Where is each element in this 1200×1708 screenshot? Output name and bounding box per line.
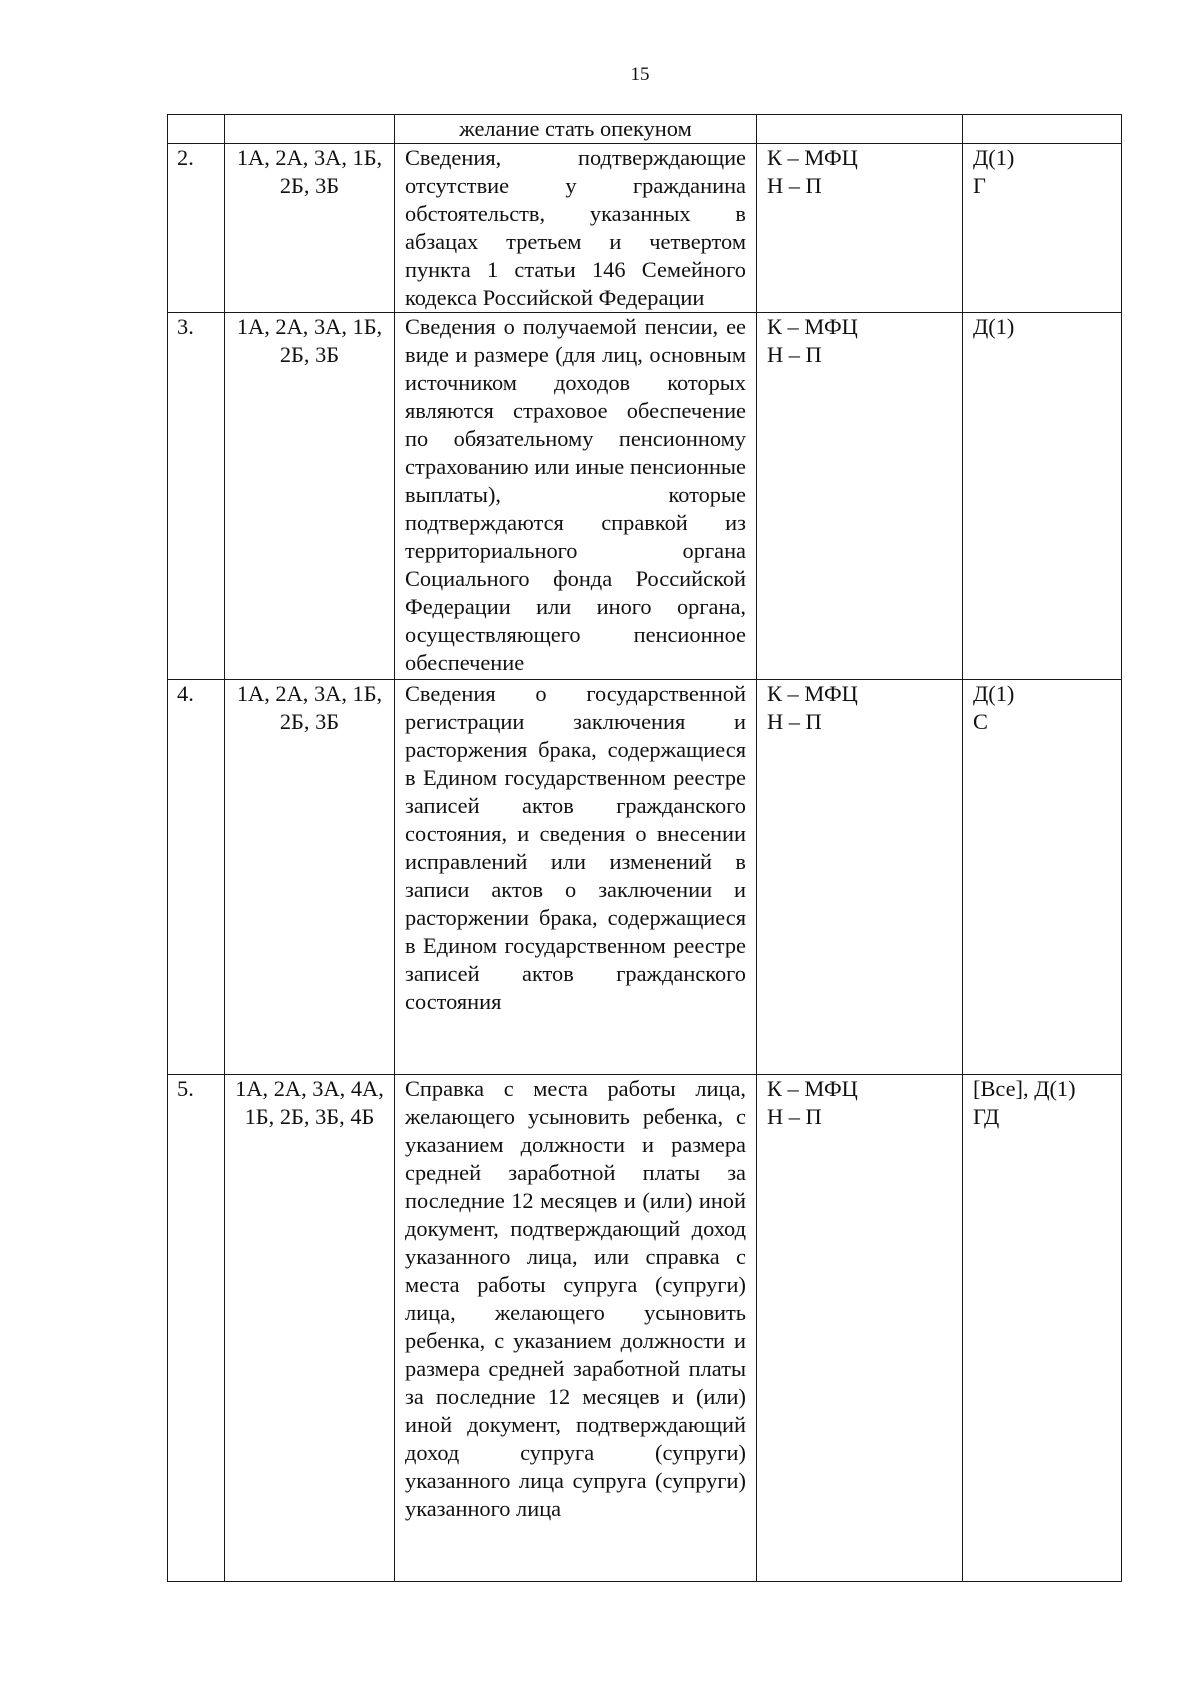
channels-cell [757, 144, 963, 313]
mark-line: Д(1) [973, 681, 1015, 706]
document-description: Сведения, подтверждающие отсутствие у гражданина обстоятельств, указанных в абзацах третьем и четвертом пункта 1 статьи 146 Семейного кодекса Российской Федерации [395, 144, 757, 313]
table-row [168, 115, 1122, 144]
document-description: желание стать опекуном [395, 115, 757, 144]
marks-cell [963, 144, 1122, 313]
channel-line: К – МФЦ [767, 681, 858, 706]
channel-line: Н – П [767, 342, 822, 367]
category-codes: 1А, 2А, 3А, 1Б, 2Б, 3Б [225, 313, 395, 680]
channel-line: Н – П [767, 709, 822, 734]
channel-line: К – МФЦ [767, 145, 858, 170]
mark-line: Д(1) [973, 314, 1015, 339]
mark-line: Г [973, 173, 986, 198]
channel-line: Н – П [767, 173, 822, 198]
category-codes [225, 115, 395, 144]
document-description: Сведения о получаемой пенсии, ее виде и размере (для лиц, основным источником доходов которых являются страховое обеспечение по обязательному пенсионному страхованию или иные пенсионные выплаты), которые подтверждаются справкой из территориального органа Социального фонда Российской Федерации или иного органа, осуществляющего пенсионное обеспечение [395, 313, 757, 680]
document-description: Справка с места работы лица, желающего усыновить ребенка, с указанием должности и размера средней заработной платы за последние 12 месяцев и (или) иной документ, подтверждающий доход указанного лица, или справка с места работы супруга (супруги) лица, желающего усыновить ребенка, с указанием должности и размера средней заработной платы за последние 12 месяцев и (или) иной документ, подтверждающий доход супруга (супруги) указанного лица супруга (супруги) указанного лица [395, 1075, 757, 1582]
marks-cell [963, 313, 1122, 680]
marks-cell [963, 1075, 1122, 1582]
mark-line: С [973, 709, 988, 734]
row-number: 3. [168, 313, 225, 680]
table-row [168, 313, 1122, 680]
channel-line: К – МФЦ [767, 1076, 858, 1101]
row-number: 2. [168, 144, 225, 313]
marks-cell [963, 680, 1122, 1075]
table-row [168, 680, 1122, 1075]
documents-table [167, 114, 1122, 1582]
row-number: 5. [168, 1075, 225, 1582]
mark-line: [Все], Д(1) [973, 1076, 1076, 1101]
category-codes: 1А, 2А, 3А, 4А, 1Б, 2Б, 3Б, 4Б [225, 1075, 395, 1582]
marks-cell [963, 115, 1122, 144]
channels-cell [757, 1075, 963, 1582]
row-number [168, 115, 225, 144]
channels-cell [757, 115, 963, 144]
page-number: 15 [630, 64, 650, 85]
channels-cell [757, 313, 963, 680]
channel-line: К – МФЦ [767, 314, 858, 339]
category-codes: 1А, 2А, 3А, 1Б, 2Б, 3Б [225, 144, 395, 313]
category-codes: 1А, 2А, 3А, 1Б, 2Б, 3Б [225, 680, 395, 1075]
channel-line: Н – П [767, 1104, 822, 1129]
channels-cell [757, 680, 963, 1075]
table-row [168, 1075, 1122, 1582]
mark-line: ГД [973, 1104, 1000, 1129]
table-row [168, 144, 1122, 313]
row-number: 4. [168, 680, 225, 1075]
document-description: Сведения о государственной регистрации заключения и расторжения брака, содержащиеся в Едином государственном реестре записей актов гражданского состояния, и сведения о внесении исправлений или изменений в записи актов о заключении и расторжении брака, содержащиеся в Едином государственном реестре записей актов гражданского состояния [395, 680, 757, 1075]
mark-line: Д(1) [973, 145, 1015, 170]
